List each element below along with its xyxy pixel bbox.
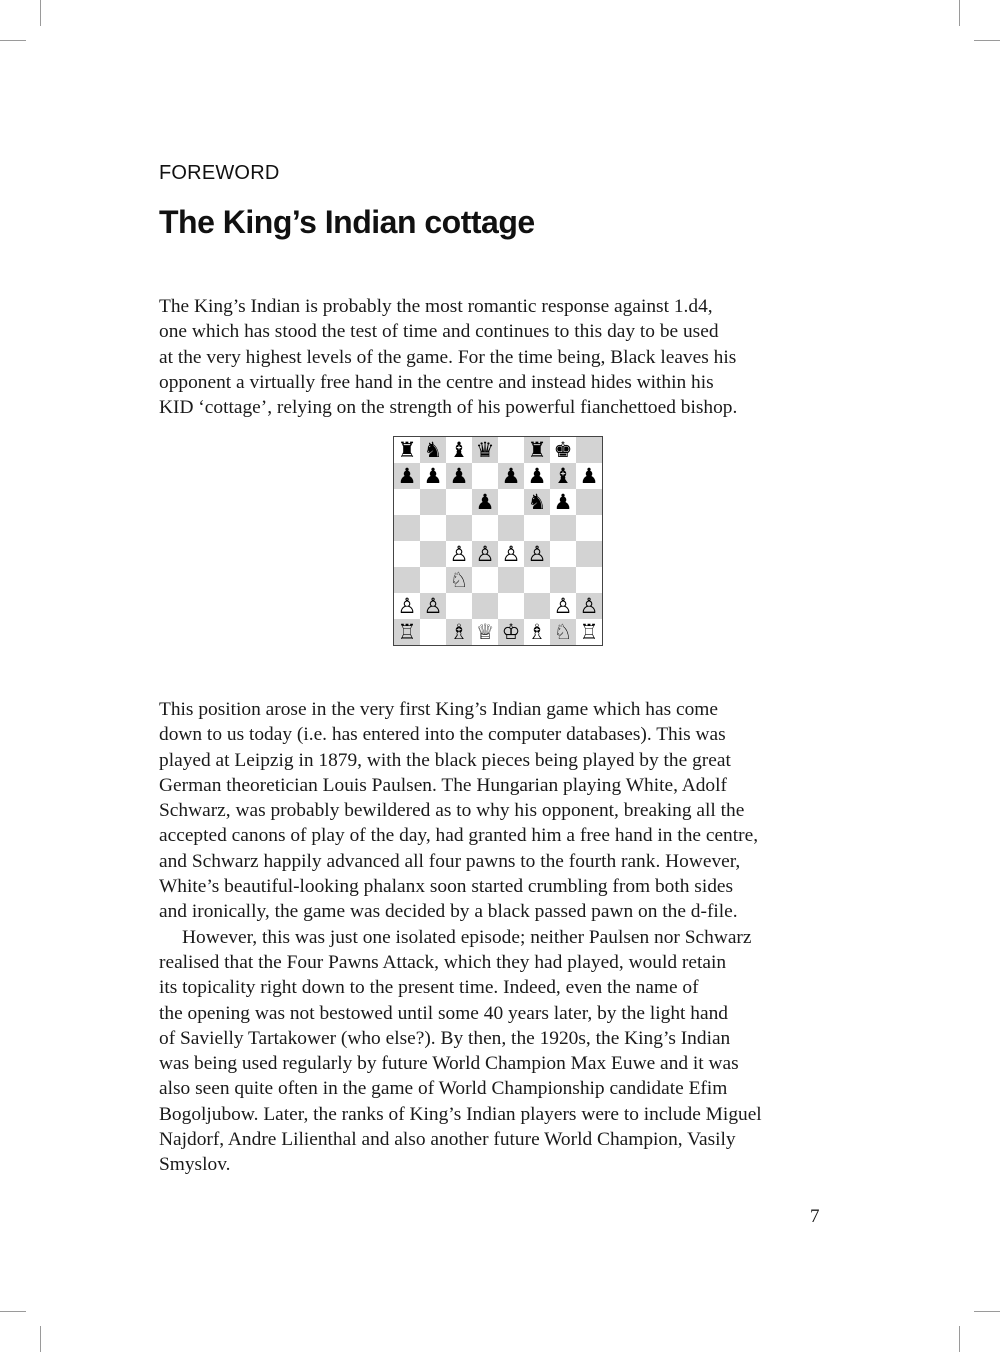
square-e8 xyxy=(498,437,524,463)
text-line: opponent a virtually free hand in the centre and instead hides within his xyxy=(159,371,714,393)
black-pawn-icon: ♟ xyxy=(527,464,547,488)
text-line: its topicality right down to the present time. Indeed, even the name of xyxy=(159,977,699,999)
square-f4 xyxy=(524,541,550,567)
square-h4 xyxy=(576,541,602,567)
square-b5 xyxy=(420,515,446,541)
square-g3 xyxy=(550,567,576,593)
text-line: also seen quite often in the game of World Championship candidate Efim xyxy=(159,1078,728,1100)
square-a6 xyxy=(394,489,420,515)
black-pawn-icon: ♟ xyxy=(397,464,417,488)
white-pawn-icon: ♙ xyxy=(501,542,521,566)
text-line: Najdorf, Andre Lilienthal and also another future World Champion, Vasily xyxy=(159,1129,736,1151)
square-h5 xyxy=(576,515,602,541)
square-d3 xyxy=(472,567,498,593)
square-c4 xyxy=(446,541,472,567)
square-e2 xyxy=(498,593,524,619)
square-h3 xyxy=(576,567,602,593)
white-bishop-icon: ♗ xyxy=(449,620,469,644)
square-e7 xyxy=(498,463,524,489)
square-b2 xyxy=(420,593,446,619)
square-b4 xyxy=(420,541,446,567)
crop-mark xyxy=(959,0,960,26)
square-a2 xyxy=(394,593,420,619)
text-line: played at Leipzig in 1879, with the black pieces being played by the great xyxy=(159,749,731,771)
square-c5 xyxy=(446,515,472,541)
text-line: This position arose in the very first King’s Indian game which has come xyxy=(159,699,718,720)
square-g5 xyxy=(550,515,576,541)
square-f5 xyxy=(524,515,550,541)
white-king-icon: ♔ xyxy=(501,620,521,644)
chapter-title: The King’s Indian cottage xyxy=(159,204,535,240)
black-knight-icon: ♞ xyxy=(527,490,547,514)
square-b7 xyxy=(420,463,446,489)
square-f1 xyxy=(524,619,550,645)
square-c7 xyxy=(446,463,472,489)
text-line: German theoretician Louis Paulsen. The Hungarian playing White, Adolf xyxy=(159,774,727,796)
crop-mark xyxy=(959,1326,960,1352)
square-c1 xyxy=(446,619,472,645)
text-line: and ironically, the game was decided by a black passed pawn on the d-file. xyxy=(159,901,738,923)
text-line: the opening was not bestowed until some 40 years later, by the light hand xyxy=(159,1002,728,1024)
black-pawn-icon: ♟ xyxy=(475,490,495,514)
square-g7 xyxy=(550,463,576,489)
black-pawn-icon: ♟ xyxy=(449,464,469,488)
text-line: accepted canons of play of the day, had granted him a free hand in the centre, xyxy=(159,825,759,847)
square-h6 xyxy=(576,489,602,515)
square-g2 xyxy=(550,593,576,619)
square-e6 xyxy=(498,489,524,515)
black-rook-icon: ♜ xyxy=(527,438,547,462)
square-b3 xyxy=(420,567,446,593)
black-pawn-icon: ♟ xyxy=(501,464,521,488)
square-d7 xyxy=(472,463,498,489)
square-b8 xyxy=(420,437,446,463)
text-line: at the very highest levels of the game. For the time being, Black leaves his xyxy=(159,346,737,368)
square-d2 xyxy=(472,593,498,619)
black-knight-icon: ♞ xyxy=(423,438,443,462)
white-pawn-icon: ♙ xyxy=(527,542,547,566)
text-line: Bogoljubow. Later, the ranks of King’s Indian players were to include Miguel xyxy=(159,1103,762,1125)
text-line: White’s beautiful-looking phalanx soon started crumbling from both sides xyxy=(159,876,734,898)
square-b1 xyxy=(420,619,446,645)
white-knight-icon: ♘ xyxy=(449,568,469,592)
square-d4 xyxy=(472,541,498,567)
square-g6 xyxy=(550,489,576,515)
text-line: Smyslov. xyxy=(159,1154,231,1176)
square-e5 xyxy=(498,515,524,541)
white-rook-icon: ♖ xyxy=(397,620,417,644)
square-c3 xyxy=(446,567,472,593)
square-a5 xyxy=(394,515,420,541)
black-king-icon: ♚ xyxy=(553,438,573,462)
white-pawn-icon: ♙ xyxy=(449,542,469,566)
crop-mark xyxy=(0,40,26,41)
white-pawn-icon: ♙ xyxy=(423,594,443,618)
white-rook-icon: ♖ xyxy=(579,620,599,644)
square-h1 xyxy=(576,619,602,645)
white-pawn-icon: ♙ xyxy=(475,542,495,566)
square-a8 xyxy=(394,437,420,463)
square-h8 xyxy=(576,437,602,463)
crop-mark xyxy=(974,40,1000,41)
black-pawn-icon: ♟ xyxy=(423,464,443,488)
square-c8 xyxy=(446,437,472,463)
white-knight-icon: ♘ xyxy=(553,620,573,644)
body-paragraphs xyxy=(159,697,849,1178)
text-line: realised that the Four Pawns Attack, which they had played, would retain xyxy=(159,951,727,973)
white-pawn-icon: ♙ xyxy=(579,594,599,618)
square-f7 xyxy=(524,463,550,489)
white-bishop-icon: ♗ xyxy=(527,620,547,644)
square-a4 xyxy=(394,541,420,567)
black-bishop-icon: ♝ xyxy=(449,438,469,462)
square-d1 xyxy=(472,619,498,645)
square-f8 xyxy=(524,437,550,463)
white-pawn-icon: ♙ xyxy=(397,594,417,618)
page-number: 7 xyxy=(810,1206,820,1227)
square-g1 xyxy=(550,619,576,645)
square-b6 xyxy=(420,489,446,515)
square-c2 xyxy=(446,593,472,619)
square-a1 xyxy=(394,619,420,645)
square-f3 xyxy=(524,567,550,593)
square-g8 xyxy=(550,437,576,463)
square-d6 xyxy=(472,489,498,515)
text-line: was being used regularly by future World Champion Max Euwe and it was xyxy=(159,1053,739,1075)
black-pawn-icon: ♟ xyxy=(553,490,573,514)
square-h2 xyxy=(576,593,602,619)
square-f2 xyxy=(524,593,550,619)
text-line: However, this was just one isolated episode; neither Paulsen nor Schwarz xyxy=(182,926,752,948)
chess-diagram xyxy=(393,436,603,646)
text-line: The King’s Indian is probably the most romantic response against 1.d4, xyxy=(159,296,713,317)
crop-mark xyxy=(974,1311,1000,1312)
square-a7 xyxy=(394,463,420,489)
white-pawn-icon: ♙ xyxy=(553,594,573,618)
black-pawn-icon: ♟ xyxy=(579,464,599,488)
crop-mark xyxy=(0,1311,26,1312)
square-c6 xyxy=(446,489,472,515)
square-e4 xyxy=(498,541,524,567)
text-line: and Schwarz happily advanced all four pawns to the fourth rank. However, xyxy=(159,850,741,872)
square-e1 xyxy=(498,619,524,645)
white-queen-icon: ♕ xyxy=(475,620,495,644)
text-line: one which has stood the test of time and continues to this day to be used xyxy=(159,321,719,343)
black-rook-icon: ♜ xyxy=(397,438,417,462)
intro-paragraph xyxy=(159,294,849,420)
text-line: of Savielly Tartakower (who else?). By then, the 1920s, the King’s Indian xyxy=(159,1027,731,1049)
square-f6 xyxy=(524,489,550,515)
square-d8 xyxy=(472,437,498,463)
black-queen-icon: ♛ xyxy=(475,438,495,462)
text-line: KID ‘cottage’, relying on the strength of his powerful fianchettoed bishop. xyxy=(159,397,738,419)
section-label: FOREWORD xyxy=(159,162,280,184)
text-line: down to us today (i.e. has entered into the computer databases). This was xyxy=(159,724,726,746)
square-h7 xyxy=(576,463,602,489)
crop-mark xyxy=(40,0,41,26)
text-line: Schwarz, was probably bewildered as to why his opponent, breaking all the xyxy=(159,800,745,822)
square-e3 xyxy=(498,567,524,593)
black-bishop-icon: ♝ xyxy=(553,464,573,488)
square-d5 xyxy=(472,515,498,541)
crop-mark xyxy=(40,1326,41,1352)
square-g4 xyxy=(550,541,576,567)
square-a3 xyxy=(394,567,420,593)
